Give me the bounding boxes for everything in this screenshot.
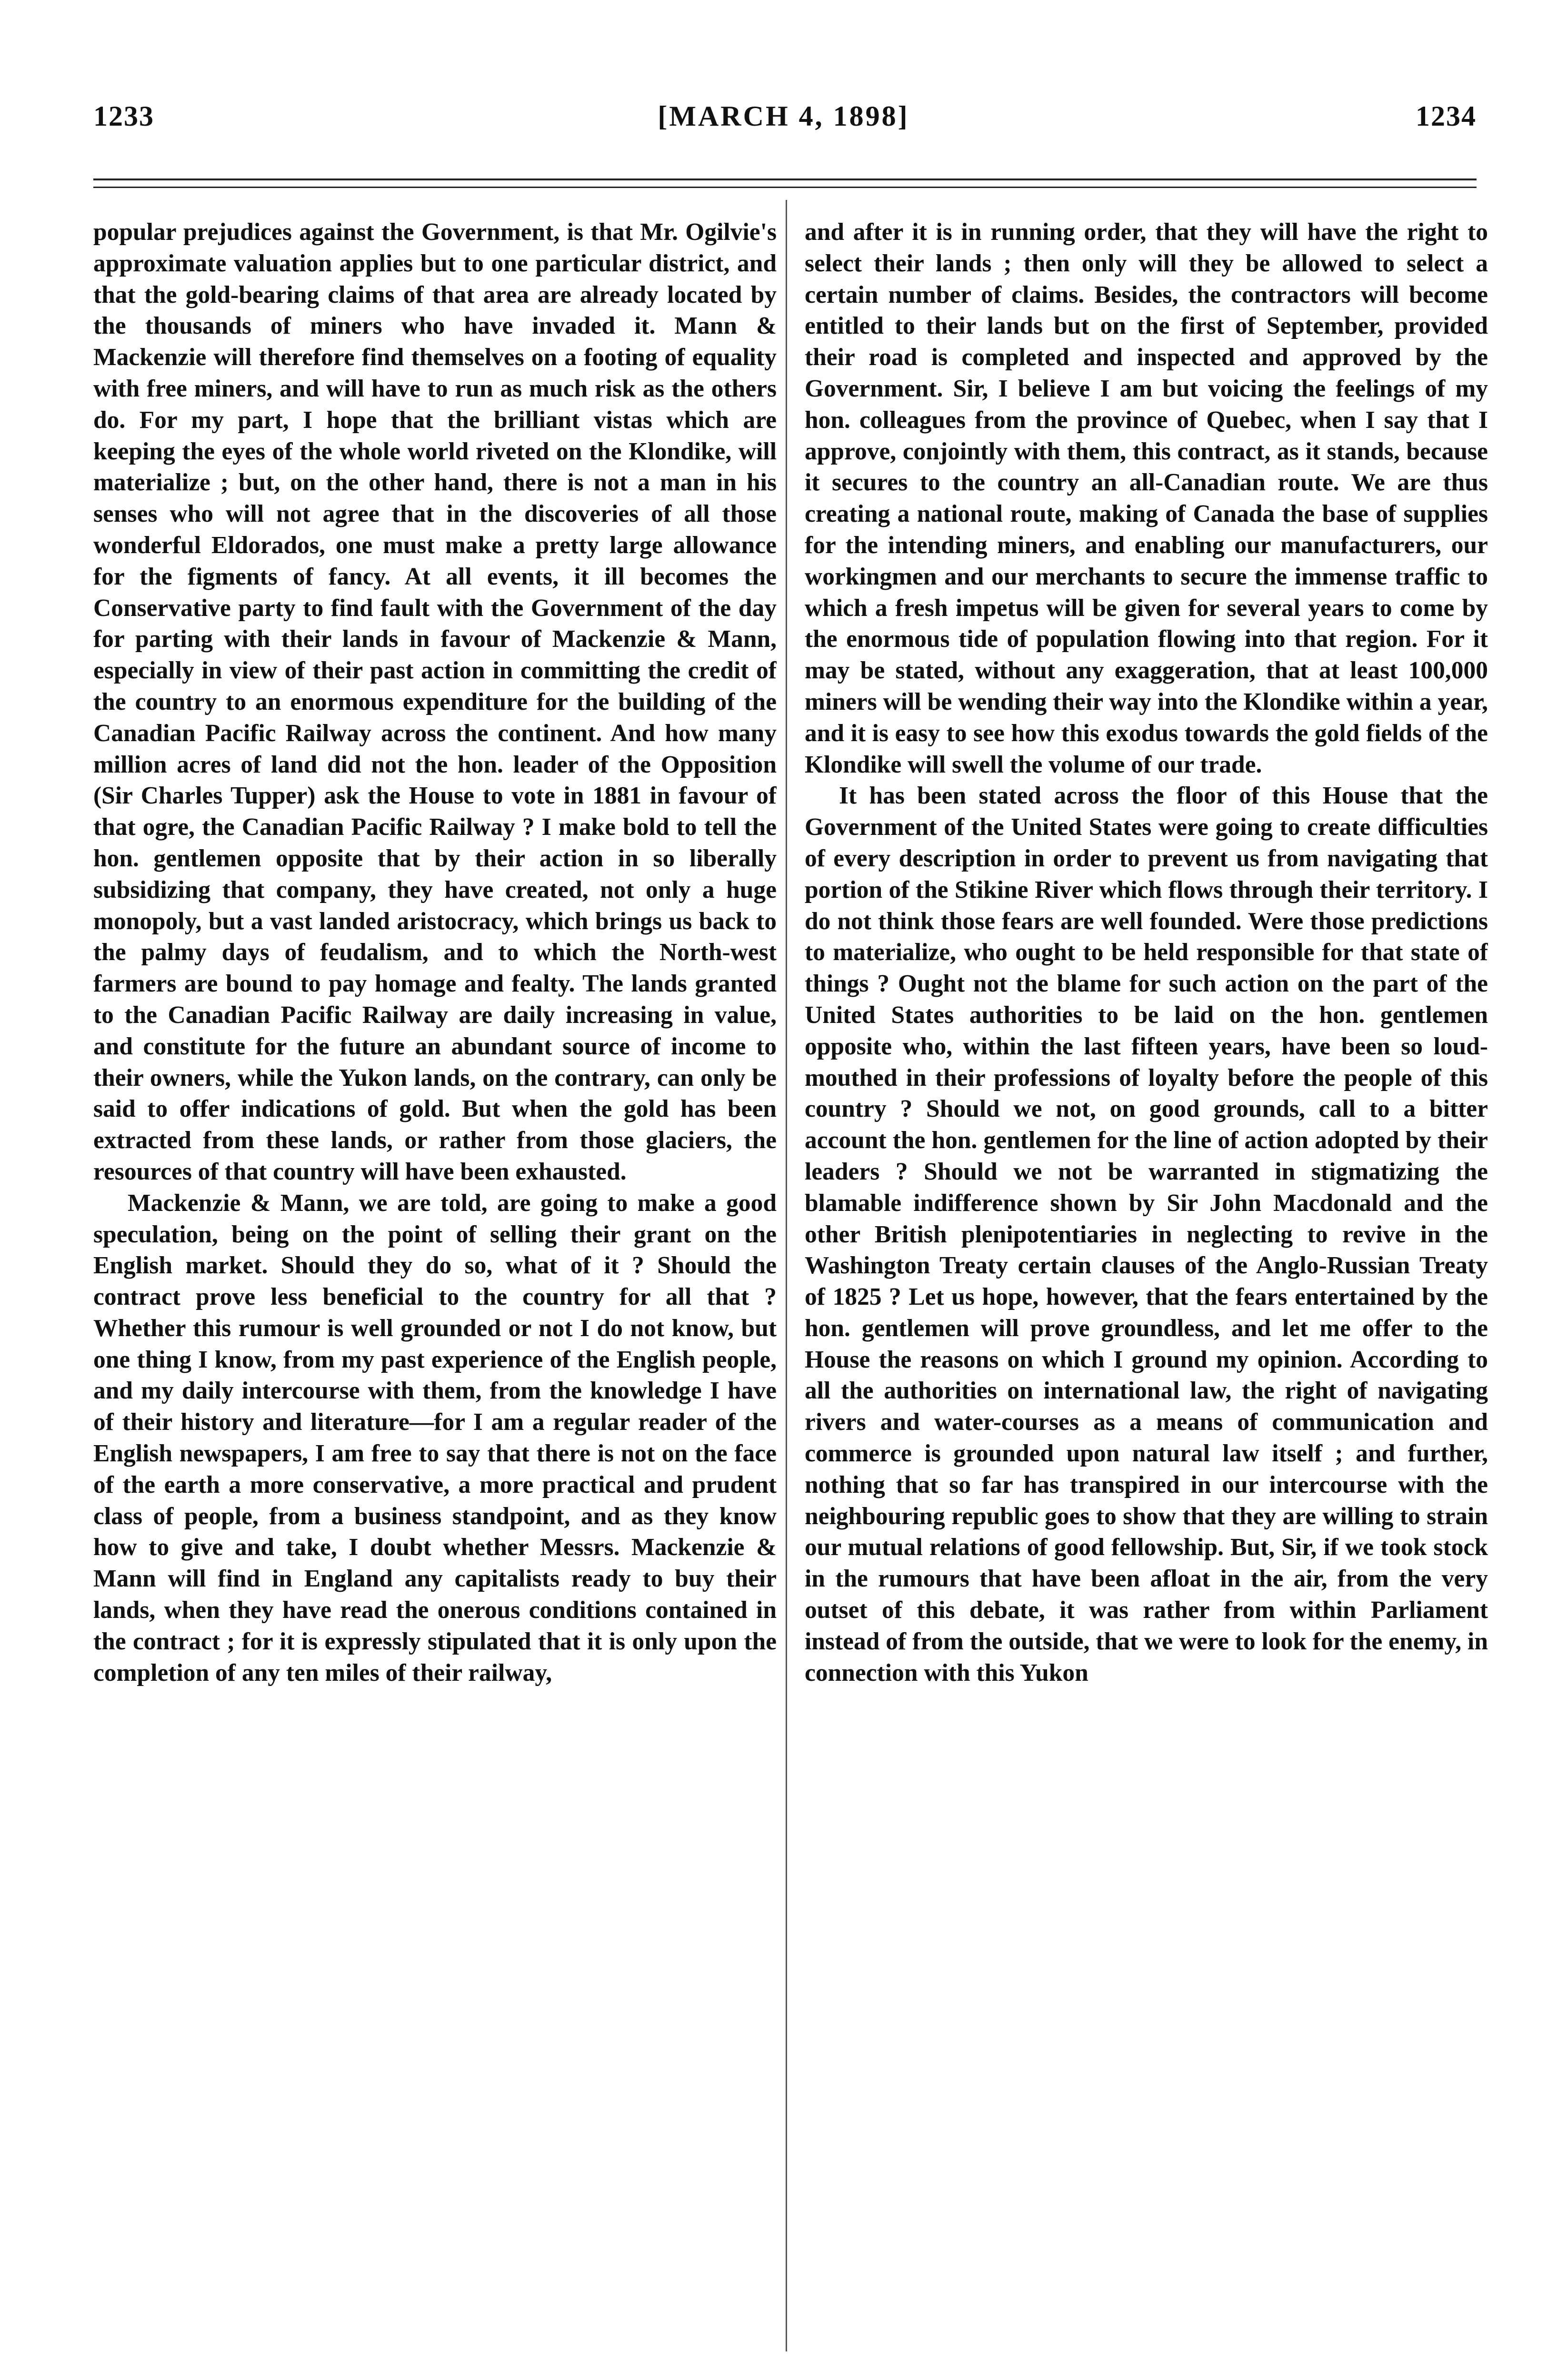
column-divider <box>786 200 787 2351</box>
header-rule <box>93 178 1477 180</box>
left-paragraph-2: Mackenzie & Mann, we are told, are going to make a good speculation, being on the point of selling their grant on the English market. Should they do so, what of it ? Should the contract prove less beneficial to the country for all that ? Whether this rumour is well grounded or not I do not know, but one thing I know, from my past experience of the English people, and my daily intercourse with them, from the knowledge I have of their history and literature—for I am a regular reader of the English newspapers, I am free to say that there is not on the face of the earth a more conservative, a more practical and prudent class of people, from a business standpoint, and as they know how to give and take, I doubt whether Messrs. Mackenzie & Mann will find in England any capitalists ready to buy their lands, when they have read the onerous conditions contained in the contract ; for it is expressly stipulated that it is only upon the completion of any ten miles of their railway, <box>93 1189 777 1686</box>
right-column <box>805 217 1488 2380</box>
page-number-right: 1234 <box>1416 100 1477 132</box>
right-paragraph-1: and after it is in running order, that they will have the right to select their lands ; then only will they be allowed to select a certain number of claims. Besides, the contractors will become entitled to their lands but on the first of September, provided their road is completed and inspected and approved by the Government. Sir, I believe I am but voicing the feelings of my hon. colleagues from the province of Quebec, when I say that I approve, conjointly with them, this contract, as it stands, because it secures to the country an all-Canadian route. We are thus creating a national route, making of Canada the base of supplies for the intending miners, and enabling our manufacturers, our workingmen and our merchants to secure the immense traffic to which a fresh impetus will be given for several years to come by the enormous tide of population flowing into that region. For it may be stated, without any exaggeration, that at least 100,000 miners will be wending their way into the Klondike within a year, and it is easy to see how this exodus towards the gold fields of the Klondike will swell the volume of our trade. <box>805 218 1488 778</box>
page-date: [MARCH 4, 1898] <box>658 100 909 132</box>
page-header <box>0 0 1567 181</box>
header-rule-secondary <box>93 187 1477 188</box>
left-paragraph-1: popular prejudices against the Government, is that Mr. Ogilvie's approximate valuation applies but to one particular district, and that the gold-bearing claims of that area are already located by the thousands of miners who have invaded it. Mann & Mackenzie will therefore find themselves on a footing of equality with free miners, and will have to run as much risk as the others do. For my part, I hope that the brilliant vistas which are keeping the eyes of the whole world riveted on the Klondike, will materialize ; but, on the other hand, there is not a man in his senses who will not agree that in the discoveries of all those wonderful Eldorados, one must make a pretty large allowance for the figments of fancy. At all events, it ill becomes the Conservative party to find fault with the Government of the day for parting with their lands in favour of Mackenzie & Mann, especially in view of their past action in committing the credit of the country to an enormous expenditure for the building of the Canadian Pacific Railway across the continent. And how many million acres of land did not the hon. leader of the Opposition (Sir Charles Tupper) ask the House to vote in 1881 in favour of that ogre, the Canadian Pacific Railway ? I make bold to tell the hon. gentlemen opposite that by their action in so liberally subsidizing that company, they have created, not only a huge monopoly, but a vast landed aristocracy, which brings us back to the palmy days of feudalism, and to which the North-west farmers are bound to pay homage and fealty. The lands granted to the Canadian Pacific Railway are daily increasing in value, and constitute for the future an abundant source of income to their owners, while the Yukon lands, on the contrary, can only be said to offer indications of gold. But when the gold has been extracted from these lands, or rather from those glaciers, the resources of that country will have been exhausted. <box>93 218 777 1185</box>
right-paragraph-2: It has been stated across the floor of this House that the Government of the United States were going to create difficulties of every description in order to prevent us from navigating that portion of the Stikine River which flows through their territory. I do not think those fears are well founded. Were those predictions to materialize, who ought to be held responsible for that state of things ? Ought not the blame for such action on the part of the United States authorities to be laid on the hon. gentlemen opposite who, within the last fifteen years, have been so loud-mouthed in their professions of loyalty before the people of this country ? Should we not, on good grounds, call to a bitter account the hon. gentlemen for the line of action adopted by their leaders ? Should we not be warranted in stigmatizing the blamable indifference shown by Sir John Macdonald and the other British plenipotentiaries in neglecting to revive in the Washington Treaty certain clauses of the Anglo-Russian Treaty of 1825 ? Let us hope, however, that the fears entertained by the hon. gentlemen will prove groundless, and let me offer to the House the reasons on which I ground my opinion. According to all the authorities on international law, the right of navigating rivers and water-courses as a means of communication and commerce is grounded upon natural law itself ; and further, nothing that so far has transpired in our intercourse with the neighbouring republic goes to show that they are willing to strain our mutual relations of good fellowship. But, Sir, if we took stock in the rumours that have been afloat in the air, from the very outset of this debate, it was rather from within Parliament instead of from the outside, that we were to look for the enemy, in connection with this Yukon <box>805 782 1488 1686</box>
left-column <box>93 217 777 2380</box>
page-number-left: 1233 <box>93 100 154 132</box>
